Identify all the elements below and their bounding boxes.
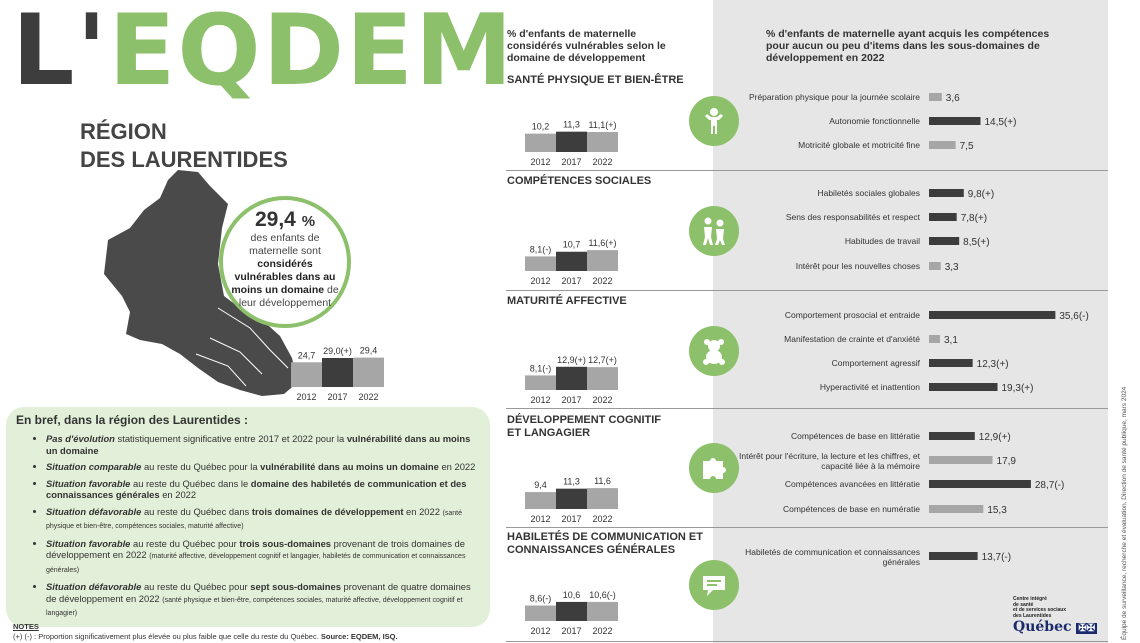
bar-value-label: 12,7(+) (588, 355, 617, 366)
year-label: 2012 (530, 157, 551, 167)
year-label: 2022 (592, 395, 613, 405)
year-label: 2012 (530, 395, 551, 405)
subdomain-value: 12,3(+) (976, 359, 1009, 370)
summary-item: • Pas d'évolution statistiquement significative entre 2017 et 2022 pour la vulnérabilité dans au moins un domaine (46, 433, 480, 456)
region-line-1: RÉGION (80, 119, 167, 144)
subdomain-label: Hyperactivité et inattention (819, 382, 920, 392)
bar-value-label: 29,4 (359, 345, 378, 356)
subdomain-label: Préparation physique pour la journée scolaire (748, 92, 920, 102)
highlight-unit: % (301, 213, 316, 230)
subdomain-bar (929, 456, 993, 464)
year-label: 2017 (561, 157, 582, 167)
subdomain-label: Habiletés de communication et connaissances générales (745, 547, 920, 567)
subdomain-bar (929, 141, 956, 149)
summary-item: • Situation défavorable au reste du Québec pour sept sous-domaines provenant de quatre domaines de développement en 2022 (santé physique et bien-être, compétences sociales, maturité affective, développement cognitif et langagier) (46, 581, 480, 620)
summary-title: En bref, dans la région des Laurentides : (16, 413, 249, 427)
right-column-header: % d'enfants de maternelle ayant acquis les compétences pour aucun ou peu d'items dans les sous-domaines de développement en 2022 (766, 28, 1050, 64)
bar-2022 (587, 488, 618, 509)
bar-2022 (587, 132, 618, 152)
subdomain-bar (929, 237, 959, 245)
subdomain-value: 7,5 (959, 141, 974, 152)
bar-2012 (525, 256, 556, 271)
subdomain-bar (929, 480, 1031, 488)
bar-value-label: 10,6 (562, 589, 581, 600)
subdomain-bar (929, 189, 964, 197)
section-title-sante: SANTÉ PHYSIQUE ET BIEN-ÊTRE (507, 74, 684, 86)
notes-title: NOTES (13, 622, 39, 631)
year-label: 2022 (592, 514, 613, 524)
fleur-de-lys-icon: ✠✠ (1078, 623, 1096, 634)
subdomain-label: Compétences de base en numératie (782, 504, 920, 514)
region-line-2: DES LAURENTIDES (80, 147, 288, 172)
subdomain-label: Comportement agressif (831, 358, 920, 368)
speech-bubble-icon (689, 560, 739, 610)
bar-value-label: 11,3 (563, 476, 580, 487)
year-label: 2017 (561, 514, 582, 524)
section-title-cognitif: DÉVELOPPEMENT COGNITIF ET LANGAGIER (507, 414, 662, 439)
notes-source: Source: EQDEM, ISQ. (320, 632, 398, 641)
bar-value-label: 11,6 (594, 476, 611, 487)
subdomain-bar (929, 213, 957, 221)
subdomain-label: Manifestation de crainte et d'anxiété (784, 334, 920, 344)
subdomain-label: Habiletés sociales globales (817, 188, 920, 198)
highlight-value: 29,4 (254, 208, 296, 231)
subdomain-label: Habitudes de travail (844, 236, 920, 246)
bar-value-label: 29,0(+) (323, 346, 352, 356)
subdomain-value: 28,7(-) (1034, 480, 1065, 491)
bar-2017 (556, 132, 587, 152)
subdomain-label: Motricité globale et motricité fine (798, 140, 920, 150)
year-label: 2022 (592, 157, 613, 167)
subdomain-value: 15,3 (987, 505, 1007, 516)
subdomain-value: 3,1 (944, 335, 958, 346)
year-label: 2017 (561, 395, 582, 405)
separator (506, 170, 1108, 171)
subdomain-value: 13,7(-) (981, 552, 1012, 563)
subdomain-label: Intérêt pour l'écriture, la lecture et les chiffres, et capacité liée à la mémoire (739, 451, 920, 471)
notes-line: (+) (-) : Proportion significativement plus élevée ou plus faible que celle du reste du Québec. (13, 632, 319, 641)
bar-2012 (291, 362, 322, 387)
bar-2022 (353, 358, 384, 387)
bar-2012 (525, 375, 556, 390)
bar-value-label: 10,6(-) (589, 589, 616, 600)
bar-value-label: 12,9(+) (557, 354, 586, 365)
qc-line-4: des Laurentides (1013, 612, 1052, 619)
separator (506, 641, 1108, 642)
bar-value-label: 11,3 (563, 119, 580, 130)
bar-value-label: 10,2 (531, 121, 550, 132)
subdomain-value: 19,3(+) (1001, 383, 1034, 394)
subdomain-bar (929, 505, 983, 513)
year-label: 2012 (530, 514, 551, 524)
year-label: 2022 (358, 392, 379, 402)
year-label: 2017 (561, 276, 582, 286)
separator (506, 408, 1108, 409)
bar-value-label: 11,1(+) (588, 120, 617, 131)
section-title-affective: MATURITÉ AFFECTIVE (507, 295, 627, 307)
subdomain-bar (929, 383, 998, 391)
section-title-communication: HABILETÉS DE COMMUNICATION ET CONNAISSANCES GÉNÉRALES (507, 531, 703, 556)
bar-2017 (556, 489, 587, 509)
subdomain-bar (929, 335, 940, 343)
subdomain-bar (929, 117, 980, 125)
subdomain-value: 3,6 (945, 93, 960, 104)
left-column-header: % d'enfants de maternelle considérés vulnérables selon le domaine de développement (507, 28, 666, 64)
subdomain-value: 17,9 (996, 456, 1017, 467)
year-label: 2012 (530, 276, 551, 286)
highlight-text-c: de leur développement (238, 284, 339, 309)
subdomain-bar (929, 311, 1055, 319)
subdomain-bar (929, 262, 941, 270)
quebec-logo (1013, 597, 1097, 635)
bar-2022 (587, 602, 618, 621)
year-label: 2017 (327, 392, 348, 402)
summary-box (6, 407, 490, 627)
subdomain-value: 7,8(+) (960, 213, 988, 224)
highlight-text-b: considérés vulnérables dans au moins un domaine (231, 258, 336, 296)
qc-line-2: de santé (1013, 601, 1034, 608)
qc-line-3: et de services sociaux (1013, 607, 1067, 613)
eqdem-logo: L'EQDEM (12, 0, 515, 108)
subdomain-value: 8,5(+) (963, 237, 990, 248)
bar-value-label: 8,6(-) (529, 593, 552, 604)
bar-2022 (587, 367, 618, 390)
subdomain-label: Intérêt pour les nouvelles choses (795, 261, 920, 271)
subdomain-value: 9,8(+) (967, 189, 995, 200)
subdomain-label: Sens des responsabilités et respect (785, 212, 920, 222)
bar-value-label: 11,6(+) (588, 238, 617, 249)
year-label: 2012 (530, 626, 551, 636)
qc-brand: Québec (1013, 619, 1072, 635)
qc-line-1: Centre intégré (1013, 596, 1047, 602)
bar-value-label: 8,1(-) (529, 244, 552, 255)
separator (506, 290, 1108, 291)
subdomain-value: 3,3 (944, 262, 959, 273)
section-title-sociales: COMPÉTENCES SOCIALES (507, 175, 652, 187)
year-label: 2022 (592, 626, 613, 636)
year-label: 2012 (296, 392, 317, 402)
subdomain-label: Compétences de base en littératie (791, 431, 920, 441)
bar-value-label: 9,4 (534, 480, 547, 491)
summary-item: • Situation comparable au reste du Québec pour la vulnérabilité dans au moins un domaine en 2022 (46, 461, 480, 473)
subdomain-value: 35,6(-) (1059, 311, 1089, 322)
bar-2012 (525, 606, 556, 621)
summary-list (16, 433, 480, 620)
summary-item: • Situation défavorable au reste du Québec dans trois domaines de développement en 2022 (santé physique et bien-être, compétences sociales, maturité affective) (46, 506, 480, 533)
bar-2012 (525, 134, 556, 152)
summary-item: • Situation favorable au reste du Québec pour trois sous-domaines provenant de trois domaines de développement en 2022 (maturité affective, développement cognitif et langagier, habiletés de communication et connaissances générales) (46, 538, 480, 577)
bar-2017 (556, 602, 587, 621)
subdomain-bar (929, 432, 975, 440)
bar-value-label: 24,7 (297, 350, 316, 361)
subdomain-value: 14,5(+) (984, 117, 1017, 128)
side-note: Équipe de surveillance, recherche et évaluation, Direction de santé publique, mars 2024 (1121, 386, 1128, 640)
subdomain-bar (929, 93, 942, 101)
bar-2017 (322, 358, 353, 387)
bar-value-label: 8,1(-) (529, 363, 552, 374)
subdomain-bar (929, 552, 978, 560)
bar-value-label: 10,7 (562, 239, 581, 250)
year-label: 2017 (561, 626, 582, 636)
subdomain-bar (929, 359, 973, 367)
separator (506, 527, 1108, 528)
summary-item: • Situation favorable au reste du Québec dans le domaine des habiletés de communication et des connaissances générales en 2022 (46, 478, 480, 501)
highlight-text-a: des enfants de maternelle sont (249, 232, 321, 257)
year-label: 2022 (592, 276, 613, 286)
bar-2022 (587, 250, 618, 271)
subdomain-label: Comportement prosocial et entraide (784, 310, 920, 320)
notes (13, 622, 398, 642)
bar-2012 (525, 492, 556, 509)
subdomain-value: 12,9(+) (978, 432, 1011, 443)
subdomain-label: Compétences avancées en littératie (784, 479, 920, 489)
subdomain-label: Autonomie fonctionnelle (829, 116, 920, 126)
bar-2017 (556, 367, 587, 390)
bar-2017 (556, 252, 587, 271)
